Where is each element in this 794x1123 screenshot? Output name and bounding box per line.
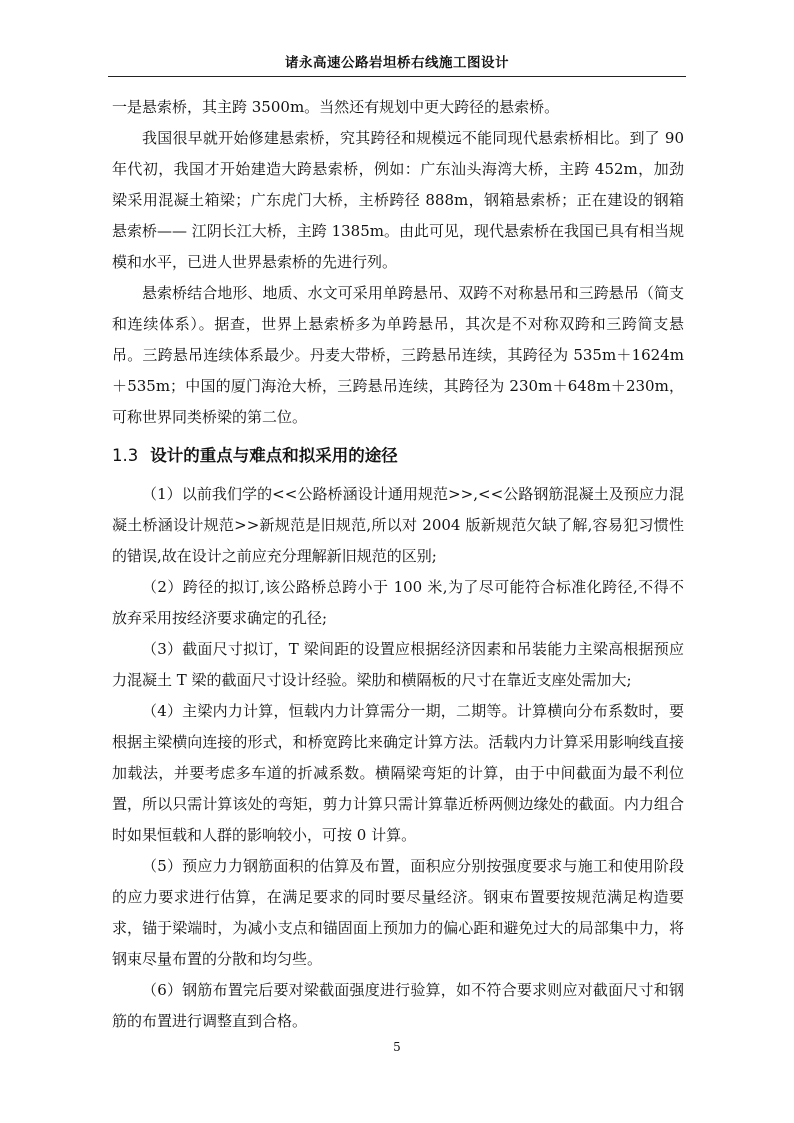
page-number: 5 <box>393 1040 401 1054</box>
paragraph: 悬索桥结合地形、地质、水文可采用单跨悬吊、双跨不对称悬吊和三跨悬吊（简支和连续体系）。据查，世界上悬索桥多为单跨悬吊，其次是不对称双跨和三跨简支悬吊。三跨悬吊连续体系最少。丹麦大带桥，三跨悬吊连续，其跨径为 535m＋1624m＋535m；中国的厦门海沧大桥，三跨悬吊连续，其跨径为 230m＋648m＋230m，可称世界同类桥梁的第二位。 <box>112 284 684 426</box>
paragraph: 一是悬索桥，其主跨 3500m。当然还有规划中更大跨径的悬索桥。 <box>112 98 560 116</box>
paragraph: （3）截面尺寸拟订，T 梁间距的设置应根据经济因素和吊装能力主梁高根据预应力混凝土 T 梁的截面尺寸设计经验。梁肋和横隔板的尺寸在靠近支座处需加大; <box>112 640 684 689</box>
section-title: 设计的重点与难点和拟采用的途径 <box>150 446 398 465</box>
paragraph: （4）主梁内力计算，恒载内力计算需分一期，二期等。计算横向分布系数时，要根据主梁横向连接的形式，和桥宽跨比来确定计算方法。活载内力计算采用影响线直接加载法，并要考虑多车道的折减系数。横隔梁弯矩的计算，由于中间截面为最不利位置，所以只需计算该处的弯矩，剪力计算只需计算靠近桥两侧边缘处的截面。内力组合时如果恒载和人群的影响较小，可按 0 计算。 <box>112 702 684 844</box>
paragraph: 我国很早就开始修建悬索桥，究其跨径和规模远不能同现代悬索桥相比。到了 90 年代初，我国才开始建造大跨悬索桥，例如：广东汕头海湾大桥，主跨 452m，加劲梁采用混凝土箱梁；广东虎门大桥，主桥跨径 888m，钢箱悬索桥；正在建设的钢箱悬索桥—— 江阴长江大桥，主跨 1385m。由此可见，现代悬索桥在我国已具有相当规模和水平，已进人世界悬索桥的先进行列。 <box>112 129 684 271</box>
section-number: 1.3 <box>112 446 139 465</box>
paragraph: （1）以前我们学的<<公路桥涵设计通用规范>>,<<公路钢筋混凝土及预应力混凝土桥涵设计规范>>新规范是旧规范,所以对 2004 版新规范欠缺了解,容易犯习惯性的错误,故在设计之前应充分理解新旧规范的区别; <box>112 485 684 565</box>
page-body <box>112 92 684 1037</box>
paragraph: （6）钢筋布置完后要对梁截面强度进行验算，如不符合要求则应对截面尺寸和钢筋的布置进行调整直到合格。 <box>112 981 684 1030</box>
paragraph: （2）跨径的拟订,该公路桥总跨小于 100 米,为了尽可能符合标准化跨径,不得不放弃采用按经济要求确定的孔径; <box>112 578 684 627</box>
paragraph: （5）预应力力钢筋面积的估算及布置，面积应分别按强度要求与施工和使用阶段的应力要求进行估算，在满足要求的同时要尽量经济。钢束布置要按规范满足构造要求，锚于梁端时，为减小支点和锚固面上预加力的偏心距和避免过大的局部集中力，将钢束尽量布置的分散和均匀些。 <box>112 857 684 968</box>
section-heading <box>112 439 684 473</box>
running-header: 诸永高速公路岩坦桥右线施工图设计 <box>108 50 686 77</box>
